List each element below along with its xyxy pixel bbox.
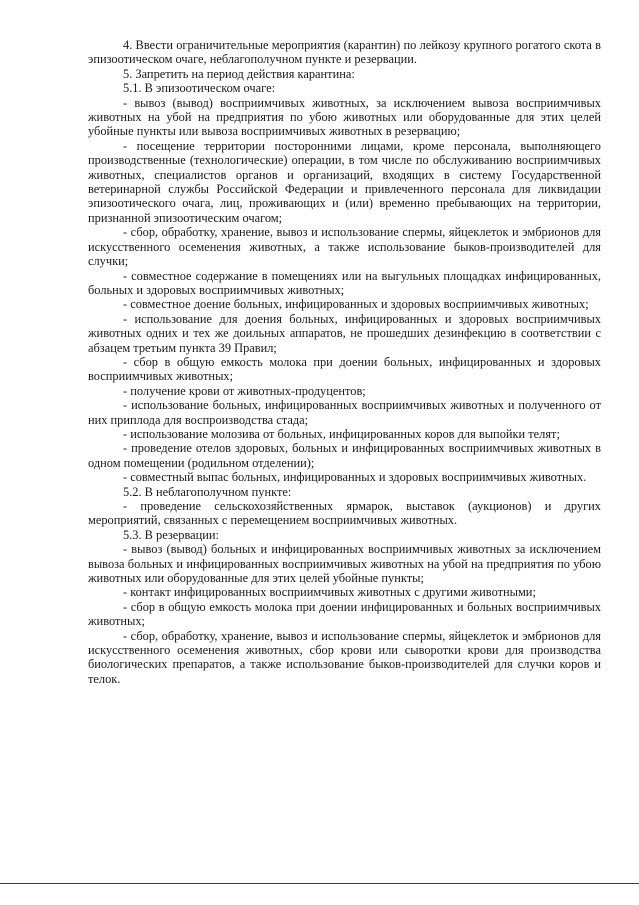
- paragraph-item-5: 5. Запретить на период действия карантина:: [123, 66, 355, 81]
- document-body: [88, 38, 601, 686]
- section-5-1-item: - сбор в общую емкость молока при доении больных, инфицированных и здоровых восприимчивых животных;: [88, 354, 601, 384]
- section-5-1-item: - совместное доение больных, инфицированных и здоровых восприимчивых животных;: [123, 297, 589, 312]
- section-5-1-item: - совместное содержание в помещениях или на выгульных площадках инфицированных, больных и здоровых восприимчивых животных;: [88, 268, 601, 297]
- section-5-3-item: - вывоз (вывод) больных и инфицированных восприимчивых животных за исключением вывоза больных и инфицированных восприимчивых животных на убой на предприятия по убою животных или оборудованные для этих целей убойные пункты;: [88, 542, 601, 586]
- section-5-1-item: - сбор, обработку, хранение, вывоз и использование спермы, яйцеклеток и эмбрионов для искусственного осеменения животных, а также использование быков-производителей для случки;: [88, 225, 601, 269]
- section-5-1-item: - вывоз (вывод) восприимчивых животных, за исключением вывоза восприимчивых животных на убой на предприятия по убою животных или оборудованные для этих целей убойные пункты или вывоза восприимчивых животных в резервацию;: [88, 95, 601, 139]
- paragraph-item-4: 4. Ввести ограничительные мероприятия (карантин) по лейкозу крупного рогатого скота в эпизоотическом очаге, неблагополучном пункте и резервации.: [88, 38, 601, 67]
- section-5-1-item: - использование для доения больных, инфицированных и здоровых восприимчивых животных одних и тех же доильных аппаратов, не прошедших дезинфекцию в соответствии с абзацем третьим пункта 39 Правил;: [88, 311, 601, 355]
- section-5-1-heading: 5.1. В эпизоотическом очаге:: [123, 81, 276, 96]
- section-5-2-item: - проведение сельскохозяйственных ярмарок, выставок (аукционов) и других мероприятий, связанных с перемещением восприимчивых животных.: [88, 499, 601, 528]
- section-5-3-item: - сбор в общую емкость молока при доении инфицированных и больных восприимчивых животных;: [88, 599, 601, 629]
- section-5-1-item: - проведение отелов здоровых, больных и инфицированных восприимчивых животных в одном помещении (родильном отделении);: [88, 441, 601, 470]
- section-5-1-item: - использование молозива от больных, инфицированных коров для выпойки телят;: [123, 426, 560, 441]
- section-5-3-heading: 5.3. В резервации:: [123, 527, 220, 542]
- page-bottom-rule: [0, 883, 639, 884]
- section-5-1-item: - получение крови от животных-продуцентов;: [123, 383, 366, 398]
- section-5-3-item: - контакт инфицированных восприимчивых животных с другими животными;: [123, 585, 536, 600]
- section-5-1-item: - использование больных, инфицированных восприимчивых животных и полученного от них приплода для воспроизводства стада;: [88, 398, 601, 427]
- section-5-3-item: - сбор, обработку, хранение, вывоз и использование спермы, яйцеклеток и эмбрионов для искусственного осеменения животных, сбор крови или сыворотки крови для производства биологических препаратов, а также использование быков-производителей для случки коров и телок.: [88, 628, 601, 686]
- section-5-1-item: - посещение территории посторонними лицами, кроме персонала, выполняющего производственные (технологические) операции, в том числе по обслуживанию восприимчивых животных, специалистов органов и организаций, входящих в систему Государственной ветеринарной службы Российской Федерации и привлеченного персонала для ликвидации эпизоотического очага, лиц, проживающих и (или) временно пребывающих на территории, признанной эпизоотическим очагом;: [88, 138, 601, 225]
- section-5-2-heading: 5.2. В неблагополучном пункте:: [123, 484, 292, 499]
- section-5-1-item: - совместный выпас больных, инфицированных и здоровых восприимчивых животных.: [123, 470, 587, 485]
